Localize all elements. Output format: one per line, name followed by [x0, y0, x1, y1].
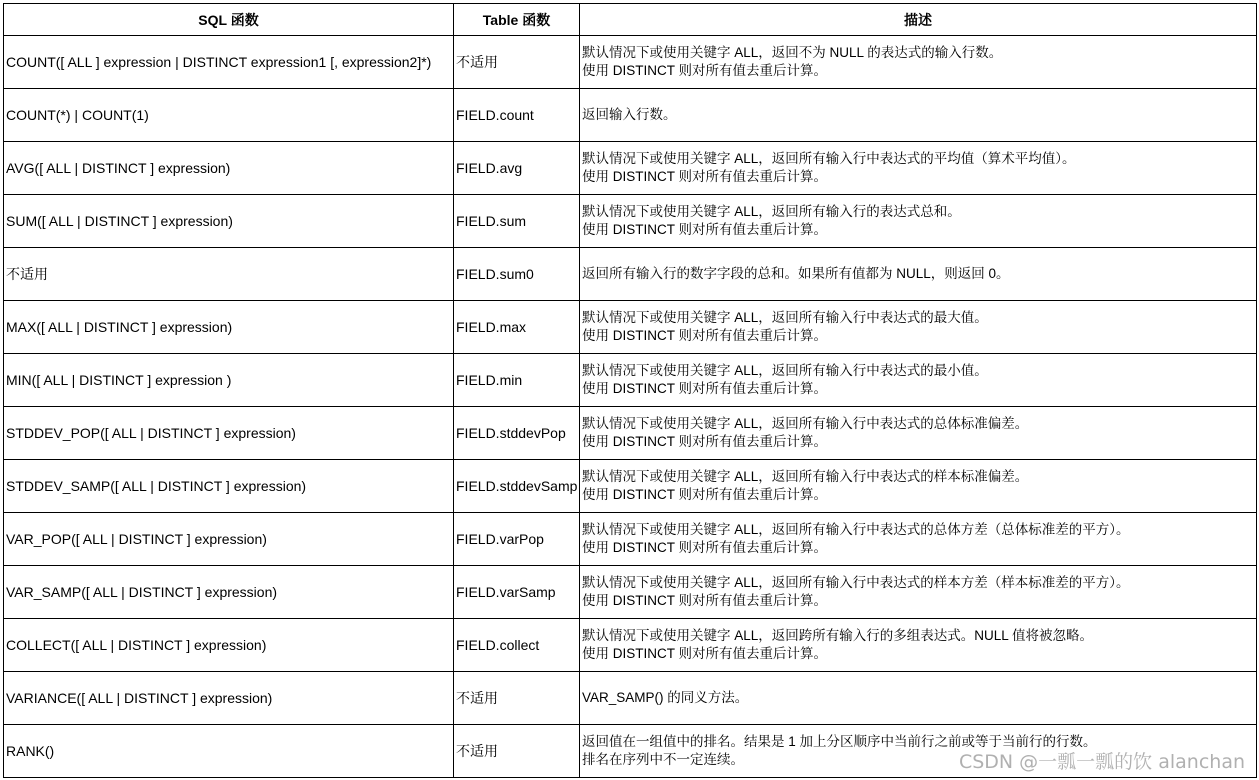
description-line: 默认情况下或使用关键字 ALL，返回跨所有输入行的多组表达式。NULL 值将被忽略。: [582, 628, 1094, 643]
description-line: 排名在序列中不一定连续。: [582, 752, 744, 767]
description-line: 默认情况下或使用关键字 ALL，返回所有输入行的表达式总和。: [582, 204, 961, 219]
description-line: 默认情况下或使用关键字 ALL，返回所有输入行中表达式的总体方差（总体标准差的平方）。: [582, 522, 1130, 537]
description-cell: [580, 248, 1257, 301]
table-function-cell: FIELD.varPop: [454, 513, 580, 566]
sql-function-cell: VAR_POP([ ALL | DISTINCT ] expression): [4, 513, 454, 566]
table-row: [4, 36, 1257, 89]
aggregate-functions-table: [3, 3, 1257, 778]
table-row: [4, 354, 1257, 407]
sql-function-cell: MAX([ ALL | DISTINCT ] expression): [4, 301, 454, 354]
description-cell: [580, 672, 1257, 725]
table-function-cell: FIELD.stddevPop: [454, 407, 580, 460]
csdn-watermark: CSDN @一瓢一瓢的饮 alanchan: [958, 751, 1245, 773]
sql-function-cell: RANK(): [4, 725, 454, 778]
description-cell: [580, 619, 1257, 672]
table-row: [4, 619, 1257, 672]
description-cell: [580, 301, 1257, 354]
description-line: 使用 DISTINCT 则对所有值去重后计算。: [582, 169, 828, 184]
description-cell: [580, 407, 1257, 460]
table-row: [4, 407, 1257, 460]
description-line: VAR_SAMP() 的同义方法。: [582, 690, 749, 705]
sql-function-cell: VAR_SAMP([ ALL | DISTINCT ] expression): [4, 566, 454, 619]
description-cell: [580, 513, 1257, 566]
sql-function-cell: COUNT([ ALL ] expression | DISTINCT expression1 [, expression2]*): [4, 36, 454, 89]
table-row: [4, 89, 1257, 142]
description-cell: [580, 195, 1257, 248]
sql-function-cell: COLLECT([ ALL | DISTINCT ] expression): [4, 619, 454, 672]
header-row: [4, 4, 1257, 36]
table-function-cell: FIELD.avg: [454, 142, 580, 195]
table-function-cell: FIELD.sum0: [454, 248, 580, 301]
sql-function-cell: MIN([ ALL | DISTINCT ] expression ): [4, 354, 454, 407]
table-function-cell: FIELD.sum: [454, 195, 580, 248]
header-table: Table 函数: [454, 4, 580, 36]
description-line: 默认情况下或使用关键字 ALL，返回所有输入行中表达式的最小值。: [582, 363, 988, 378]
description-line: 返回值在一组值中的排名。结果是 1 加上分区顺序中当前行之前或等于当前行的行数。: [582, 734, 1097, 749]
description-line: 使用 DISTINCT 则对所有值去重后计算。: [582, 434, 828, 449]
table-function-cell: FIELD.max: [454, 301, 580, 354]
sql-function-cell: COUNT(*) | COUNT(1): [4, 89, 454, 142]
sql-function-cell: STDDEV_SAMP([ ALL | DISTINCT ] expression): [4, 460, 454, 513]
table-function-cell: FIELD.collect: [454, 619, 580, 672]
description-line: 默认情况下或使用关键字 ALL，返回所有输入行中表达式的最大值。: [582, 310, 988, 325]
description-cell: [580, 566, 1257, 619]
table-function-cell: FIELD.count: [454, 89, 580, 142]
description-line: 使用 DISTINCT 则对所有值去重后计算。: [582, 63, 828, 78]
table-function-cell: FIELD.min: [454, 354, 580, 407]
description-line: 默认情况下或使用关键字 ALL，返回所有输入行中表达式的样本方差（样本标准差的平方）。: [582, 575, 1130, 590]
description-line: 默认情况下或使用关键字 ALL，返回所有输入行中表达式的样本标准偏差。: [582, 469, 1029, 484]
header-sql: SQL 函数: [4, 4, 454, 36]
description-line: 使用 DISTINCT 则对所有值去重后计算。: [582, 222, 828, 237]
description-line: 使用 DISTINCT 则对所有值去重后计算。: [582, 593, 828, 608]
description-line: 默认情况下或使用关键字 ALL，返回所有输入行中表达式的平均值（算术平均值）。: [582, 151, 1076, 166]
description-line: 使用 DISTINCT 则对所有值去重后计算。: [582, 540, 828, 555]
description-line: 使用 DISTINCT 则对所有值去重后计算。: [582, 646, 828, 661]
table-row: [4, 566, 1257, 619]
description-line: 返回输入行数。: [582, 107, 677, 122]
table-function-cell: 不适用: [454, 36, 580, 89]
table-row: [4, 513, 1257, 566]
sql-function-cell: VARIANCE([ ALL | DISTINCT ] expression): [4, 672, 454, 725]
sql-function-cell: STDDEV_POP([ ALL | DISTINCT ] expression): [4, 407, 454, 460]
table-function-cell: 不适用: [454, 672, 580, 725]
table-function-cell: 不适用: [454, 725, 580, 778]
table-function-cell: FIELD.stddevSamp: [454, 460, 580, 513]
description-cell: [580, 142, 1257, 195]
description-cell: [580, 354, 1257, 407]
sql-function-cell: SUM([ ALL | DISTINCT ] expression): [4, 195, 454, 248]
table-function-cell: FIELD.varSamp: [454, 566, 580, 619]
description-line: 默认情况下或使用关键字 ALL，返回所有输入行中表达式的总体标准偏差。: [582, 416, 1029, 431]
description-cell: [580, 460, 1257, 513]
table-row: [4, 672, 1257, 725]
description-cell: [580, 36, 1257, 89]
table-row: [4, 460, 1257, 513]
table-row: [4, 195, 1257, 248]
description-line: 使用 DISTINCT 则对所有值去重后计算。: [582, 381, 828, 396]
header-desc: 描述: [580, 4, 1257, 36]
description-line: 使用 DISTINCT 则对所有值去重后计算。: [582, 328, 828, 343]
description-line: 默认情况下或使用关键字 ALL，返回不为 NULL 的表达式的输入行数。: [582, 45, 1003, 60]
sql-function-cell: AVG([ ALL | DISTINCT ] expression): [4, 142, 454, 195]
table-row: [4, 248, 1257, 301]
table-row: [4, 301, 1257, 354]
description-line: 返回所有输入行的数字字段的总和。如果所有值都为 NULL，则返回 0。: [582, 266, 1010, 281]
table-row: [4, 142, 1257, 195]
sql-function-cell: 不适用: [4, 248, 454, 301]
description-cell: [580, 89, 1257, 142]
description-line: 使用 DISTINCT 则对所有值去重后计算。: [582, 487, 828, 502]
